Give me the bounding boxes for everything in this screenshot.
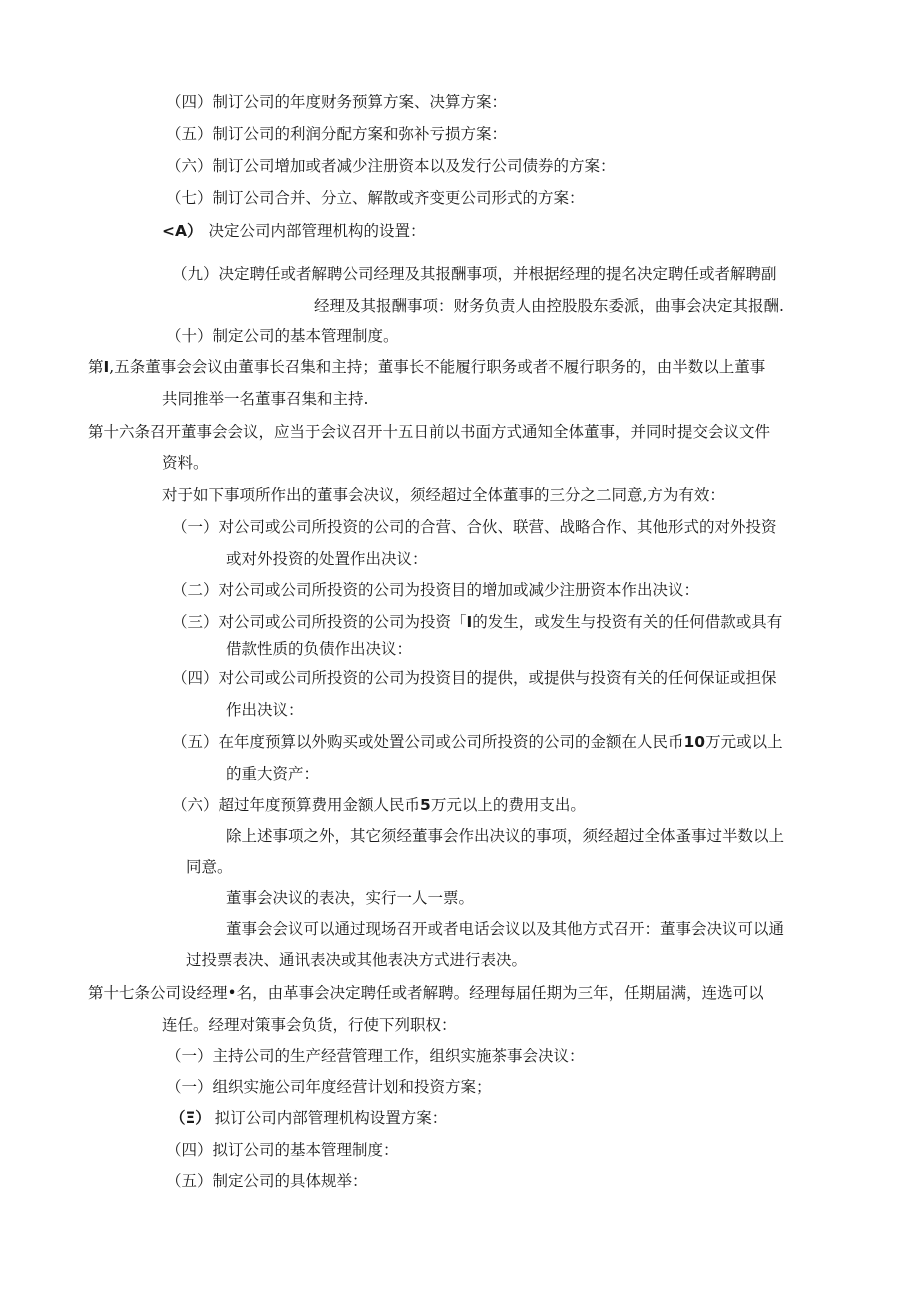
item-5-profit: （五）制订公司的利润分配方案和弥补亏损方案： [166,125,508,143]
article-15-heading: 第I,五条董事会会议由董事长召集和主持；董事长不能履行职务或者不履行职务的，由半数以上董事 [88,358,766,376]
resolution-item-1: （一）对公司或公司所投资的公司的合营、合伙、联营、战略合作、其他形式的对外投资 [172,518,777,536]
resolution-item-1-cont: 或对外投资的处置作出决议： [226,550,428,568]
item-8-structure: <A） 决定公司内部管理机构的设置： [162,222,426,240]
resolution-item-5: （五）在年度预算以外购买或处置公司或公司所投资的公司的金额在人民币10万元或以上 [172,733,783,751]
article-15-cont: 共同推举一名董事召集和主持. [162,390,369,408]
item-10-system: （十）制定公司的基本管理制度。 [166,327,399,345]
resolution-item-5-cont: 的重大资产： [226,765,320,783]
manager-power-4: （四）拟订公司的基本管理制度： [166,1141,399,1159]
other-matters-cont: 同意。 [186,858,233,876]
meeting-methods: 董事会会议可以通过现场召开或者电话会议以及其他方式召开：董事会决议可以通 [226,920,785,938]
article-17-heading: 第十七条公司设经理•名，由革事会决定聘任或者解聘。经理每届任期为三年，任期届满，连选可以 [88,984,764,1002]
item-4-budget: （四）制订公司的年度财务预算方案、决算方案： [166,93,508,111]
article-17-cont: 连任。经理对策事会负货，行使下列职权： [162,1016,457,1034]
article-16-heading: 第十六条召开董事会会议，应当于会议召开十五日前以书面方式通知全体董事，并同时提交会议文件 [88,423,771,441]
resolution-item-6: （六）超过年度预算费用金额人民币5万元以上的费用支出。 [172,796,586,814]
other-matters: 除上述事项之外，其它须经董事会作出决议的事项，须经超过全体蚤事过半数以上 [226,827,785,845]
manager-power-2: （一）组织实施公司年度经营计划和投资方案； [166,1078,492,1096]
resolution-item-3-cont: 借款性质的负债作出决议： [226,640,413,658]
item-6-capital: （六）制订公司增加或者减少注册资本以及发行公司债券的方案： [166,157,616,175]
meeting-methods-cont: 过投票表决、通讯表决或其他表决方式进行表决。 [186,951,528,969]
resolution-item-3: （三）对公司或公司所投资的公司为投资「I的发生，或发生与投资有关的任何借款或具有 [172,613,783,631]
manager-power-1: （一）主持公司的生产经营管理工作，组织实施茶事会决议： [166,1047,585,1065]
resolution-item-2: （二）对公司或公司所投资的公司为投资目的增加或减少注册资本作出决议： [172,581,700,599]
manager-power-3: （Ξ） 拟订公司内部管理机构设置方案： [170,1109,448,1127]
item-7-merger: （七）制订公司合并、分立、解散或齐变更公司形式的方案： [166,189,585,207]
resolution-item-4: （四）对公司或公司所投资的公司为投资目的提供，或提供与投资有关的任何保证或担保 [172,669,777,687]
resolution-item-4-cont: 作出决议： [226,701,304,719]
resolution-intro: 对于如下事项所作出的董事会决议，须经超过全体董事的三分之二同意,方为有效： [162,486,725,504]
item-9-manager: （九）决定聘任或者解聘公司经理及其报酬事项，并根据经理的提名决定聘任或者解聘副 [172,265,777,283]
manager-power-5: （五）制定公司的具体规举： [166,1172,368,1190]
article-16-cont: 资料。 [162,454,209,472]
item-9-manager-cont: 经理及其报酬事项：财务负责人由控股股东委派，曲事会决定其报酬. [314,297,784,315]
voting-rule: 董事会决议的表决，实行一人一票。 [226,889,475,907]
